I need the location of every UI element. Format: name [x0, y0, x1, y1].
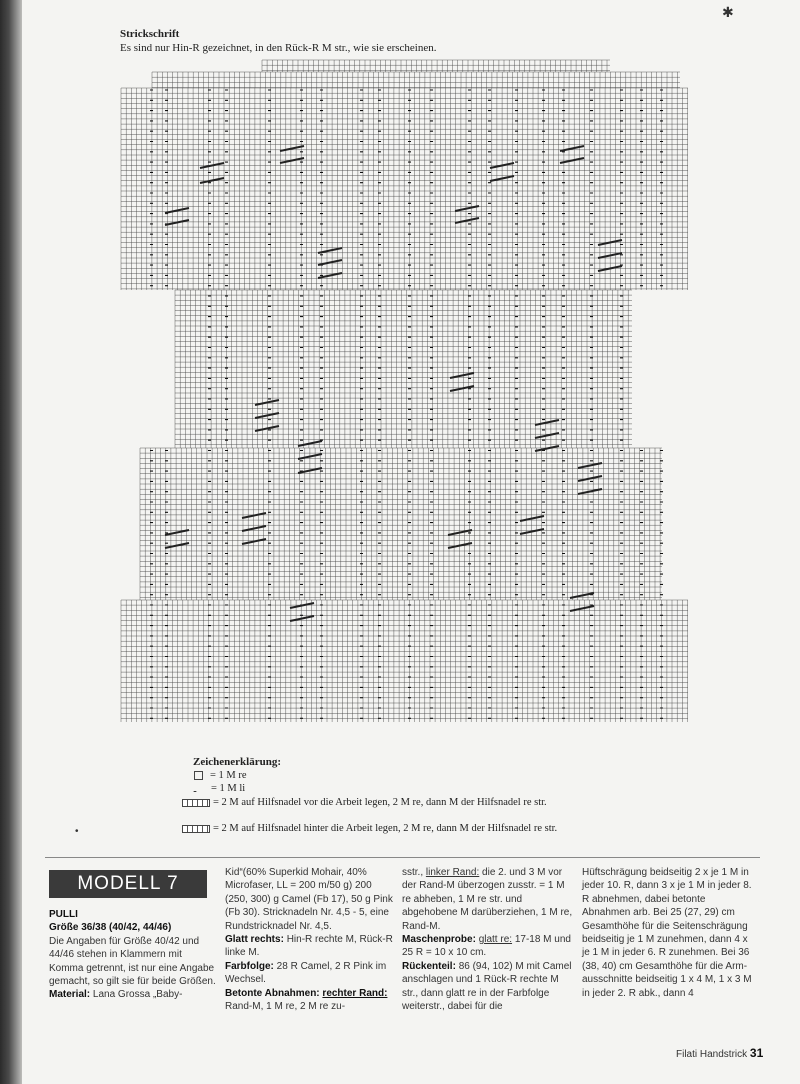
- article-column-2: Kid“(60% Superkid Mohair, 40% Microfaser, LL = 200 m/50 g) 200 (250, 300) g Camel (Fb 17), 50 g Pink (Fb 30). Stricknadeln Nr. 4,5 - 5, eine Rundstricknadel Nr. 4,5. Glatt rechts: Hin-R rechte M, Rück-R linke M. Farbfolge: 28 R Camel, 2 R Pink im Wechsel. Betonte Abnahmen: rechter Rand: Rand-M, 1 M re, 2 M re zu-: [225, 867, 393, 1013]
- legend-item-purl: - = 1 M li: [182, 782, 582, 795]
- box-icon: [194, 771, 203, 780]
- cable-back-icon: [182, 825, 210, 833]
- scan-mark: ✱: [722, 4, 734, 20]
- cable-mark: [455, 218, 479, 223]
- cable-mark: [298, 441, 322, 446]
- cable-mark: [290, 603, 314, 608]
- legend-item-cable-front: = 2 M auf Hilfsnadel vor die Arbeit legen, 2 M re, dann M der Hilfsnadel re str.: [182, 796, 582, 809]
- cable-mark: [560, 158, 584, 163]
- cable-mark: [560, 146, 584, 151]
- cable-mark: [450, 373, 474, 378]
- article-column-3: sstr., linker Rand: die 2. und 3 M vor der Rand-M überzogen zusstr. = 1 M re abheben, 1 M re str. und abgehobene M darüberziehen, 1 M re, Rand-M. Maschenprobe: glatt re: 17-18 M und 25 R = 10 x 10 cm. Rückenteil: 86 (94, 102) M mit Camel anschlagen und 1 Rück-R rechte M str., dann glatt re in der Farbfolge weiterstr., dabei für die: [402, 867, 573, 1013]
- cable-mark: [242, 513, 266, 518]
- cable-mark: [290, 616, 314, 621]
- cable-mark: [255, 400, 279, 405]
- cable-mark: [280, 146, 304, 151]
- legend-item-knit: = 1 M re: [182, 769, 582, 782]
- cable-mark: [535, 433, 559, 438]
- legend-title: Zeichenerklärung:: [193, 756, 281, 768]
- chart-grid: [121, 60, 688, 722]
- model-label: MODELL 7: [49, 870, 207, 898]
- scan-mark: •: [75, 826, 79, 837]
- chart-subtitle: Es sind nur Hin-R gezeichnet, in den Rück-R M str., wie sie erscheinen.: [120, 42, 437, 54]
- article-column-1: PULLI Größe 36/38 (40/42, 44/46) Die Angaben für Größe 40/42 und 44/46 stehen in Klammern mit Komma getrennt, ist nur eine Angabe gemacht, so gilt sie für beide Größen. Material: Lana Grossa „Baby-: [49, 908, 219, 1002]
- cable-mark: [455, 206, 479, 211]
- cable-mark: [165, 543, 189, 548]
- size-note: Die Angaben für Größe 40/42 und 44/46 stehen in Klammern mit Komma getrennt, ist nur eine Angabe gemacht, so gilt sie für beide Größen.: [49, 935, 216, 988]
- chart-title: Strickschrift: [120, 28, 180, 40]
- cable-mark: [165, 530, 189, 535]
- cable-mark: [255, 426, 279, 431]
- cable-mark: [165, 208, 189, 213]
- page-footer: Filati Handstrick 31: [676, 1046, 764, 1060]
- cable-mark: [242, 539, 266, 544]
- section-divider: [45, 857, 760, 858]
- size-line: Größe 36/38 (40/42, 44/46): [49, 922, 172, 934]
- cable-mark: [535, 420, 559, 425]
- cable-mark: [165, 220, 189, 225]
- cable-mark: [520, 529, 544, 534]
- cable-front-icon: [182, 799, 210, 807]
- article-column-4: Hüftschrägung beidseitig 2 x je 1 M in jeder 10. R, dann 3 x je 1 M in jeder 8. R abnehmen, dabei betonte Abnahmen arb. Bei 25 (27, 29) cm Gesamthöhe für die Seitenschrägung beidseitig je 1 M zunehmen, dann 4 x je 1 M in jeder 6. R zunehmen. Bei 36 (38, 40) cm Gesamthöhe für die Arm-ausschnitte beidseitig 1 x 4 M, 1 x 3 M in jeder 2. R abk., dann 4: [582, 867, 752, 999]
- dash-icon: -: [193, 785, 197, 797]
- item-heading: PULLI: [49, 909, 78, 920]
- legend-item-cable-back: = 2 M auf Hilfsnadel hinter die Arbeit legen, 2 M re, dann M der Hilfsnadel re str.: [182, 822, 582, 835]
- cable-mark: [448, 543, 472, 548]
